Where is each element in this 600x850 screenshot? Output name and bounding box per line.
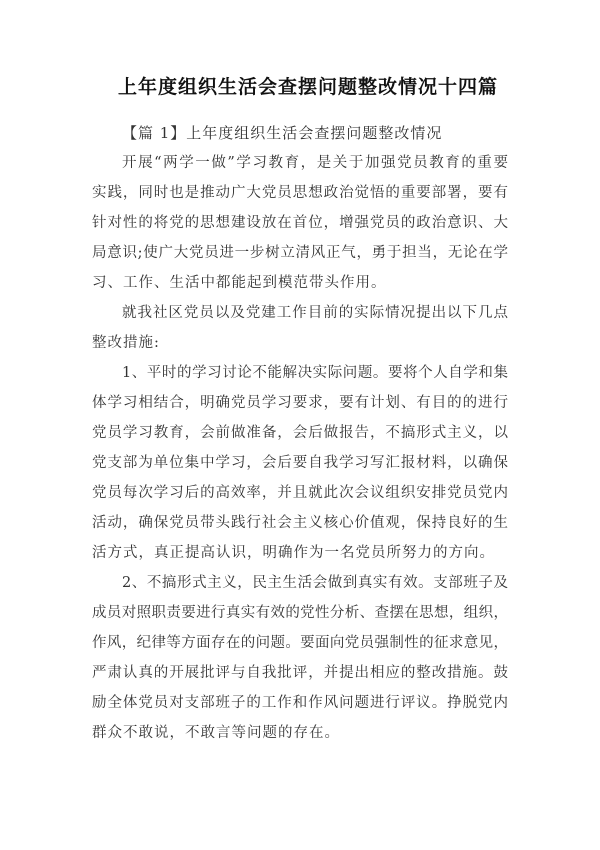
paragraph-line: 活动，确保党员带头践行社会主义核心价值观，保持良好的生 — [92, 515, 508, 531]
paragraph-line: 实践，同时也是推动广大党员思想政治觉悟的重要部署，要有 — [92, 185, 508, 201]
paragraph — [92, 298, 508, 358]
paragraph — [92, 568, 508, 748]
paragraph-line: 群众不敢说，不敢言等问题的存在。 — [92, 725, 340, 741]
paragraph-line: 严肃认真的开展批评与自我批评，并提出相应的整改措施。鼓 — [92, 665, 508, 681]
document-body — [92, 118, 508, 748]
paragraph-line: 作风，纪律等方面存在的问题。要面向党员强制性的征求意见， — [92, 635, 508, 651]
paragraph-line: 局意识;使广大党员进一步树立清风正气，勇于担当，无论在学 — [92, 245, 508, 261]
paragraph-line: 励全体党员对支部班子的工作和作风问题进行评议。挣脱党内 — [92, 695, 508, 711]
paragraphs-container — [92, 148, 508, 748]
document-title: 上年度组织生活会查摆问题整改情况十四篇 — [117, 76, 498, 98]
paragraph-line: 活方式，真正提高认识，明确作为一名党员所努力的方向。 — [92, 545, 495, 561]
paragraph — [92, 358, 508, 568]
paragraph-line: 针对性的将党的思想建设放在首位，增强党员的政治意识、大 — [92, 215, 508, 231]
paragraph-line: 整改措施: — [92, 335, 160, 351]
paragraph-line: 党员学习教育，会前做准备，会后做报告，不搞形式主义，以 — [92, 425, 508, 441]
paragraph-line: 1、平时的学习讨论不能解决实际问题。要将个人自学和集 — [122, 365, 508, 381]
paragraph-line: 体学习相结合，明确党员学习要求，要有计划、有目的的进行 — [92, 395, 508, 411]
paragraph-line: 就我社区党员以及党建工作目前的实际情况提出以下几点 — [122, 305, 508, 321]
paragraph-line: 2、不搞形式主义，民主生活会做到真实有效。支部班子及 — [122, 575, 508, 591]
paragraph-line: 习、工作、生活中都能起到模范带头作用。 — [92, 275, 387, 291]
paragraph-line: 成员对照职责要进行真实有效的党性分析、查摆在思想，组织， — [92, 605, 508, 621]
section-heading: 【篇 1】上年度组织生活会查摆问题整改情况 — [122, 124, 443, 142]
paragraph-line: 党员每次学习后的高效率，并且就此次会议组织安排党员党内 — [92, 485, 508, 501]
paragraph-line: 党支部为单位集中学习，会后要自我学习写汇报材料，以确保 — [92, 455, 508, 471]
paragraph — [92, 148, 508, 298]
paragraph-line: 开展“两学一做”学习教育，是关于加强党员教育的重要 — [122, 155, 508, 171]
